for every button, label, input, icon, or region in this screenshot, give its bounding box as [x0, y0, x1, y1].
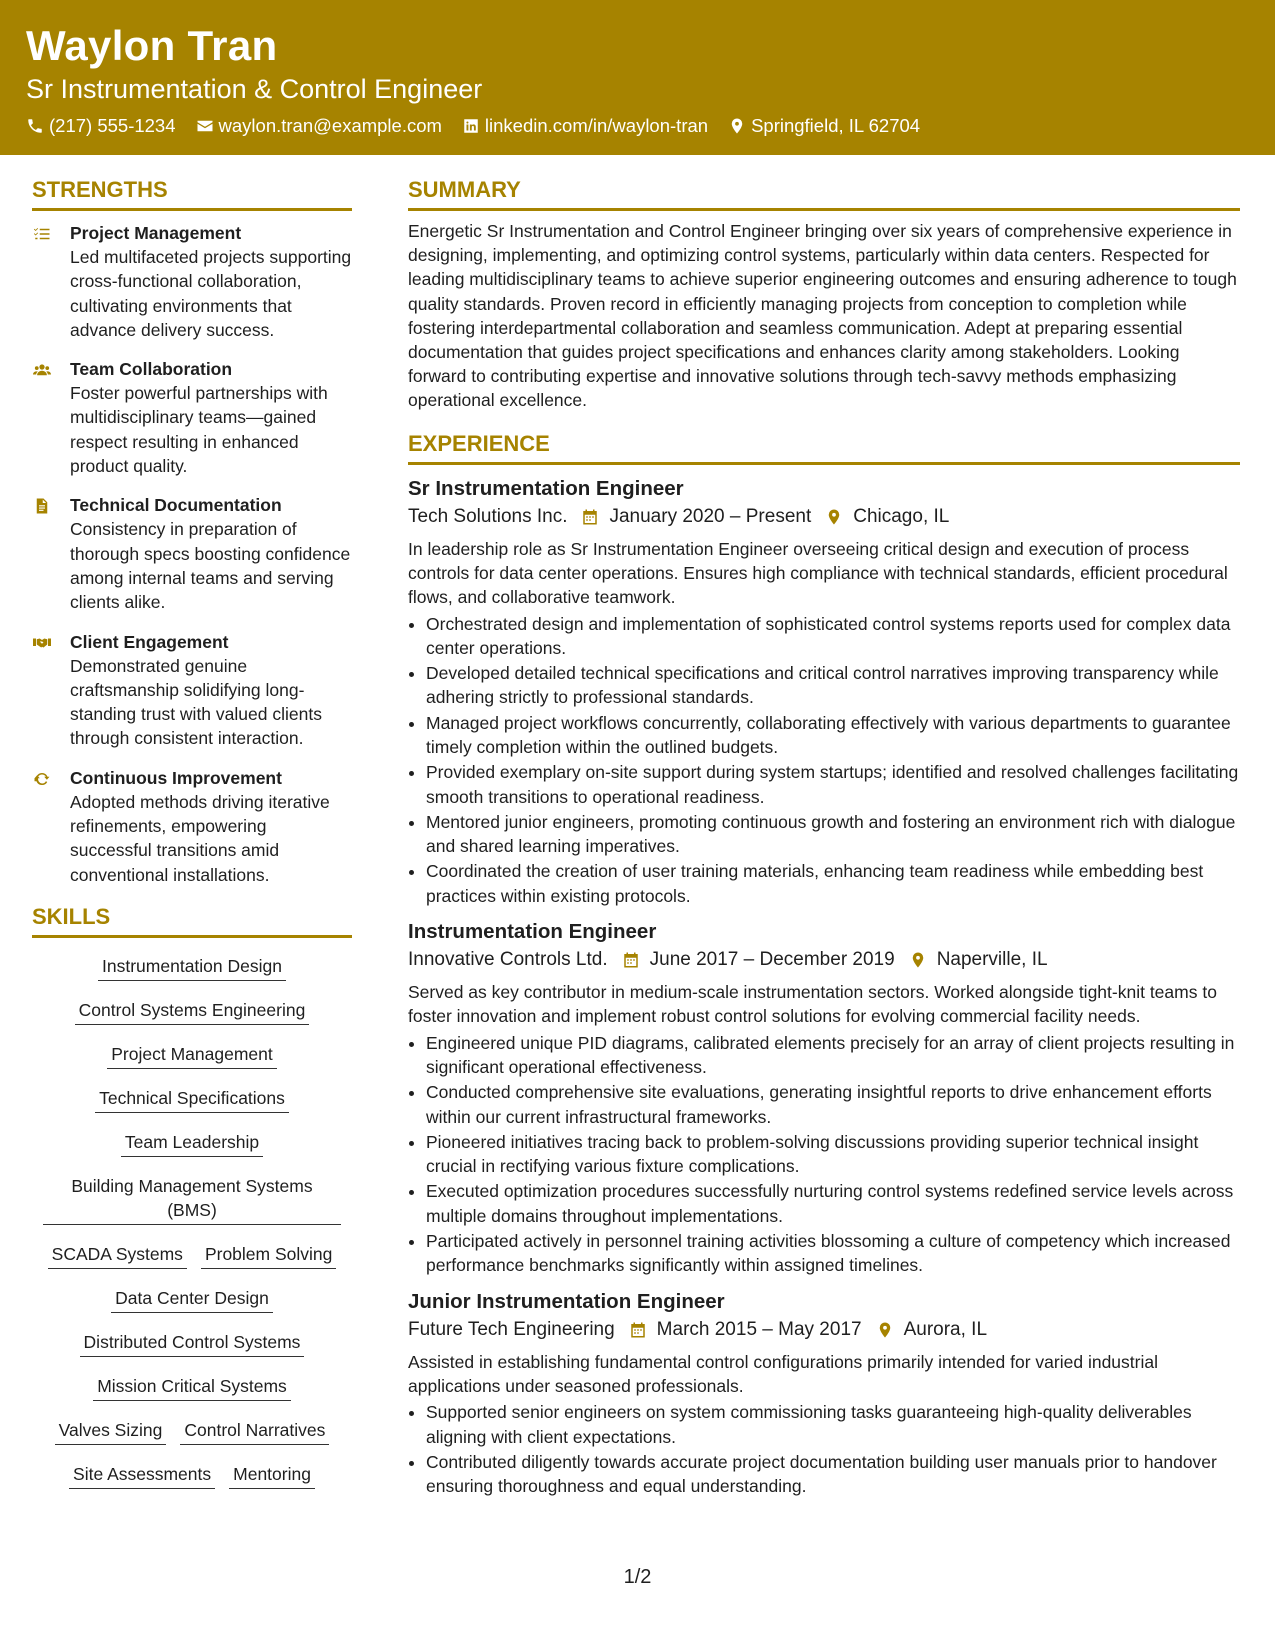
strength-item	[32, 766, 352, 887]
strength-name: Technical Documentation	[70, 495, 282, 516]
job-dates: June 2017 – December 2019	[649, 949, 895, 971]
job-bullet: • Pioneered initiatives tracing back to problem-solving discussions providing superior technical insight crucial in rectifying various fixture complications.	[426, 1130, 1240, 1179]
job-meta	[408, 946, 1240, 974]
job-bullet: • Engineered unique PID diagrams, calibrated elements precisely for an array of client projects resulting in significant operational effectiveness.	[426, 1031, 1240, 1080]
job-bullet: • Coordinated the creation of user training materials, enhancing team readiness while embedding best practices within existing protocols.	[426, 859, 1240, 908]
contact-phone[interactable]	[26, 115, 176, 137]
job-company: Future Tech Engineering	[408, 1318, 615, 1340]
strength-name: Client Engagement	[70, 631, 229, 652]
job-bullet: • Conducted comprehensive site evaluations, generating insightful reports to drive enhancement efforts within our current infrastructural frameworks.	[426, 1080, 1240, 1129]
strengths-heading: STRENGTHS	[32, 175, 352, 211]
phone-icon	[26, 117, 44, 135]
skill-tag: Site Assessments	[69, 1462, 215, 1489]
skill-tag: Instrumentation Design	[98, 954, 286, 981]
summary-text: Energetic Sr Instrumentation and Control Engineer bringing over six years of comprehensive experience in designing, implementing, and optimizing control systems, particularly within data centers. Respected for leading multidisciplinary teams to achieve superior engineering outcomes and ensuring adherence to tough quality standards. Proven record in efficiently managing projects from conception to completion while fostering interdepartmental collaboration and seamless communication. Adept at preparing essential documentation that guides project specifications and enhances clarity among stakeholders. Looking forward to contributing expertise and innovative solutions through tech-savvy methods emphasizing operational excellence.	[408, 221, 1237, 411]
calendar-icon	[629, 1321, 647, 1339]
job-dates: March 2015 – May 2017	[656, 1318, 862, 1340]
summary-heading: SUMMARY	[408, 175, 1240, 211]
calendar-icon	[622, 951, 640, 969]
strength-item	[32, 493, 352, 614]
map-pin-icon	[909, 951, 927, 969]
skill-tag: Mission Critical Systems	[93, 1374, 291, 1401]
skill-tag: Distributed Control Systems	[80, 1330, 305, 1357]
candidate-name: Waylon Tran	[26, 22, 278, 69]
strength-name: Continuous Improvement	[70, 767, 282, 788]
job-bullet: • Provided exemplary on-site support during system startups; identified and resolved challenges facilitating smooth transitions to operational readiness.	[426, 760, 1240, 809]
map-pin-icon	[728, 117, 746, 135]
strength-desc: Consistency in preparation of thorough specs boosting confidence among internal teams and serving clients alike.	[70, 519, 351, 613]
job-location: Aurora, IL	[903, 1318, 988, 1340]
job-company: Tech Solutions Inc.	[408, 505, 568, 527]
job-bullet: • Managed project workflows concurrently, collaborating effectively with various departments to guarantee timely completion within the outlined budgets.	[426, 711, 1240, 760]
skill-tag: Control Systems Engineering	[75, 998, 310, 1025]
job-title: Instrumentation Engineer	[408, 920, 657, 944]
email-text: waylon.tran@example.com	[218, 115, 442, 136]
strength-desc: Demonstrated genuine craftsmanship solidifying long-standing trust with valued clients through consistent interaction.	[70, 655, 322, 749]
phone-text: (217) 555-1234	[49, 115, 176, 136]
experience-heading: EXPERIENCE	[408, 429, 1240, 465]
job-title: Sr Instrumentation Engineer	[408, 476, 684, 500]
calendar-icon	[581, 508, 599, 526]
skill-tag: Technical Specifications	[95, 1086, 289, 1113]
users-icon	[32, 361, 52, 379]
job-location: Chicago, IL	[853, 505, 950, 527]
skills-heading: SKILLS	[32, 902, 352, 938]
resume-header	[0, 0, 1275, 155]
job-bullet: • Executed optimization procedures successfully nurturing control systems redefined service levels across multiple domains throughout implementations.	[426, 1179, 1240, 1228]
strength-item	[32, 357, 352, 478]
skill-tag: Control Narratives	[180, 1418, 329, 1445]
skills-list	[32, 954, 352, 1506]
strength-desc: Led multifaceted projects supporting cross-functional collaboration, cultivating environments that advance delivery success.	[70, 247, 352, 340]
job-meta	[408, 1316, 1240, 1344]
job-bullet: • Mentored junior engineers, promoting continuous growth and fostering an environment rich with dialogue and shared learning imperatives.	[426, 810, 1240, 859]
handshake-icon	[32, 634, 52, 652]
linkedin-icon	[462, 117, 480, 135]
left-column	[32, 175, 352, 1506]
skill-tag: Project Management	[107, 1042, 276, 1069]
linkedin-text: linkedin.com/in/waylon-tran	[484, 115, 709, 136]
location-text: Springfield, IL 62704	[751, 115, 921, 136]
job-bullet: • Developed detailed technical specifications and critical control narratives improving transparency while adhering strictly to professional standards.	[426, 661, 1240, 710]
right-column	[408, 175, 1240, 1508]
refresh-icon	[32, 770, 52, 788]
job-bullets	[408, 612, 1240, 909]
strength-name: Project Management	[70, 223, 242, 243]
contact-linkedin[interactable]	[462, 115, 708, 137]
envelope-icon	[196, 117, 214, 135]
candidate-title: Sr Instrumentation & Control Engineer	[26, 74, 483, 104]
document-icon	[32, 497, 52, 515]
job-bullet: • Supported senior engineers on system commissioning tasks guaranteeing high-quality deliverables aligning with client expectations.	[426, 1400, 1240, 1449]
skill-tag: Valves Sizing	[55, 1418, 167, 1445]
skill-tag: Problem Solving	[201, 1242, 336, 1269]
list-check-icon	[32, 225, 52, 243]
map-pin-icon	[876, 1321, 894, 1339]
skill-tag: SCADA Systems	[48, 1242, 187, 1269]
skill-tag: Team Leadership	[121, 1130, 263, 1157]
job-company: Innovative Controls Ltd.	[408, 949, 608, 971]
strength-item	[32, 221, 352, 342]
strength-item	[32, 630, 352, 751]
job-description: Assisted in establishing fundamental control configurations primarily intended for varied industrial applications under seasoned professionals.	[408, 1351, 1158, 1396]
job-bullets	[408, 1031, 1240, 1278]
skill-tag: Data Center Design	[111, 1286, 273, 1313]
job-entry	[408, 1288, 1240, 1499]
strength-name: Team Collaboration	[70, 359, 233, 380]
contact-bar	[26, 115, 1275, 137]
contact-location	[728, 115, 920, 137]
job-bullet: • Contributed diligently towards accurate project documentation building user manuals prior to handover ensuring thoroughness and equal understanding.	[426, 1450, 1240, 1499]
job-description: Served as key contributor in medium-scale instrumentation sectors. Worked alongside tight-knit teams to foster innovation and implement robust control solutions for evolving commercial facility needs.	[408, 982, 1217, 1027]
job-bullet: • Orchestrated design and implementation of sophisticated control systems reports used for complex data center operations.	[426, 612, 1240, 661]
job-bullets	[408, 1400, 1240, 1498]
strength-desc: Foster powerful partnerships with multidisciplinary teams—gained respect resulting in enhanced product quality.	[70, 383, 328, 477]
job-dates: January 2020 – Present	[609, 505, 812, 527]
skill-tag: Mentoring	[229, 1462, 315, 1489]
job-meta	[408, 503, 1240, 531]
page-number: 1/2	[623, 1566, 652, 1588]
job-entry	[408, 918, 1240, 1278]
job-entry	[408, 475, 1240, 908]
job-bullet: • Participated actively in personnel training activities blossoming a culture of competency which increased performance benchmarks significantly within assigned timelines.	[426, 1229, 1240, 1278]
contact-email[interactable]	[196, 115, 442, 137]
strength-desc: Adopted methods driving iterative refinements, empowering successful transitions amid conventional installations.	[70, 791, 330, 885]
job-description: In leadership role as Sr Instrumentation Engineer overseeing critical design and execution of process controls for data center operations. Ensures high compliance with technical standards, efficient procedural flows, and collaborative teamwork.	[408, 538, 1228, 608]
map-pin-icon	[825, 508, 843, 526]
job-location: Naperville, IL	[936, 949, 1048, 971]
job-title: Junior Instrumentation Engineer	[408, 1289, 725, 1313]
experience-list	[408, 475, 1240, 1499]
skill-tag: Building Management Systems (BMS)	[43, 1174, 341, 1225]
